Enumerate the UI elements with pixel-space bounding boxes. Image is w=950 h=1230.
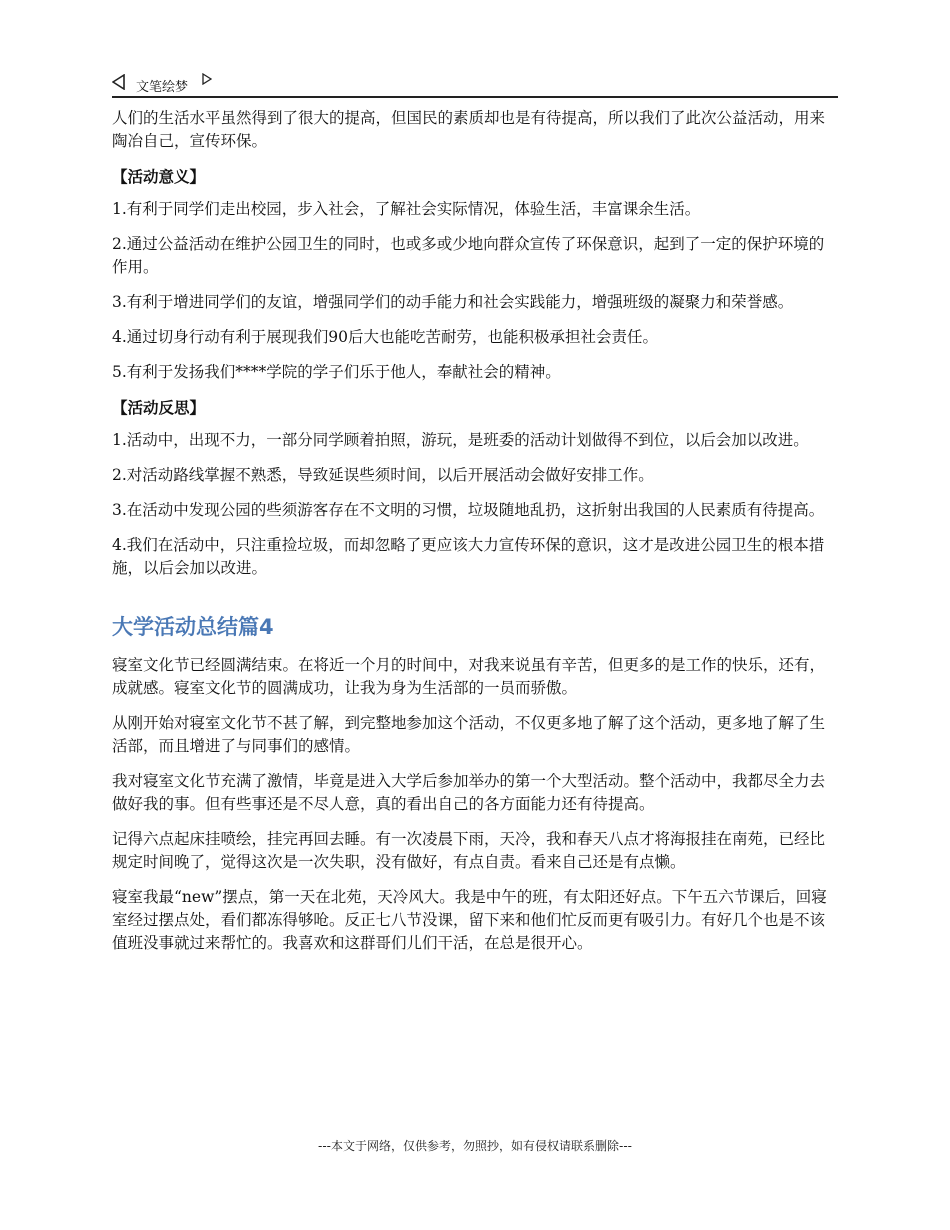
page-footer: ---本文于网络，仅供参考，勿照抄，如有侵权请联系删除--- — [318, 1139, 632, 1153]
document-body — [112, 107, 838, 967]
section-paragraph: 从刚开始对寝室文化节不甚了解，到完整地参加这个活动，不仅更多地了解了这个活动，更多地了解了生活部，而且增进了与同事们的感情。 — [112, 714, 826, 755]
significance-heading: 【活动意义】 — [112, 167, 206, 186]
significance-item: 5.有利于发扬我们****学院的学子们乐于他人，奉献社会的精神。 — [112, 363, 561, 381]
page-header — [112, 70, 838, 98]
reflection-heading: 【活动反思】 — [112, 398, 206, 417]
significance-item: 4.通过切身行动有利于展现我们90后大也能吃苦耐劳，也能积极承担社会责任。 — [112, 328, 659, 346]
significance-item: 1.有利于同学们走出校园，步入社会，了解社会实际情况，体验生活，丰富课余生活。 — [112, 200, 701, 218]
reflection-item: 3.在活动中发现公园的些须游客存在不文明的习惯，垃圾随地乱扔，这折射出我国的人民素质有待提高。 — [112, 501, 825, 519]
reflection-item: 2.对活动路线掌握不熟悉，导致延误些须时间，以后开展活动会做好安排工作。 — [112, 466, 654, 484]
significance-item: 2.通过公益活动在维护公园卫生的同时，也或多或少地向群众宣传了环保意识，起到了一定的保护环境的作用。 — [112, 235, 825, 276]
triangle-left-icon — [112, 74, 126, 90]
header-title: 文笔绘梦 — [136, 80, 189, 95]
section-paragraph: 寝室文化节已经圆满结束。在将近一个月的时间中，对我来说虽有辛苦，但更多的是工作的快乐，还有，成就感。寝室文化节的圆满成功，让我为身为生活部的一员而骄傲。 — [112, 656, 826, 697]
reflection-item: 1.活动中，出现不力，一部分同学顾着拍照，游玩，是班委的活动计划做得不到位，以后会加以改进。 — [112, 431, 809, 449]
section-title: 大学活动总结篇4 — [112, 615, 274, 639]
section-paragraph: 记得六点起床挂喷绘，挂完再回去睡。有一次凌晨下雨，天冷，我和春天八点才将海报挂在南苑，已经比规定时间晚了，觉得这次是一次失职，没有做好，有点自责。看来自己还是有点懒。 — [112, 830, 826, 871]
section-paragraph: 我对寝室文化节充满了激情，毕竟是进入大学后参加举办的第一个大型活动。整个活动中，我都尽全力去做好我的事。但有些事还是不尽人意，真的看出自己的各方面能力还有待提高。 — [112, 772, 826, 813]
triangle-right-icon — [202, 73, 212, 85]
reflection-item: 4.我们在活动中，只注重捡垃圾，而却忽略了更应该大力宣传环保的意识，这才是改进公园卫生的根本措施，以后会加以改进。 — [112, 536, 825, 577]
intro-paragraph: 人们的生活水平虽然得到了很大的提高，但国民的素质却也是有待提高，所以我们了此次公益活动，用来陶冶自己，宣传环保。 — [112, 109, 826, 150]
significance-item: 3.有利于增进同学们的友谊，增强同学们的动手能力和社会实践能力，增强班级的凝聚力和荣誉感。 — [112, 293, 794, 311]
section-paragraph: 寝室我最“new”摆点，第一天在北苑，天冷风大。我是中午的班，有太阳还好点。下午五六节课后，回寝室经过摆点处，看们都冻得够呛。反正七八节没课，留下来和他们忙反而更有吸引力。有好几个也是不该值班没事就过来帮忙的。我喜欢和这群哥们儿们干活，在总是很开心。 — [112, 888, 827, 952]
